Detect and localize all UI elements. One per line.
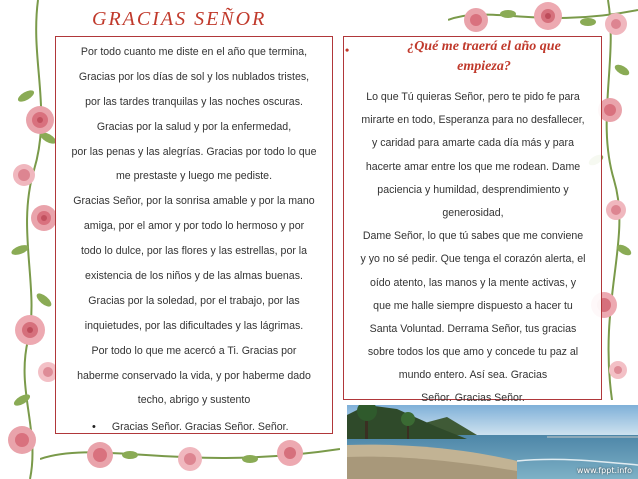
text-line: por las penas y las alegrías. Gracias por todo lo que	[71, 145, 317, 158]
text-line: mundo entero. Así sea. Gracias	[398, 369, 548, 382]
closing-text: Gracias Señor. Gracias Señor. Señor.	[111, 421, 289, 434]
heading-line: ¿Qué me traerá el año que	[407, 39, 561, 54]
text-line: Gracias por la salud y por la enfermedad,	[96, 120, 292, 133]
text-line: y caridad para amarte cada día más y para	[372, 137, 574, 150]
text-line: haberme conservado la vida, y por haberme dado	[77, 369, 311, 382]
right-prayer-text	[345, 86, 601, 411]
text-line: hacerte amar entre los que me rodean. Dame	[365, 160, 581, 173]
text-line: techo, abrigo y sustento	[137, 394, 251, 407]
text-line: Dame Señor, lo que tú sabes que me conviene	[362, 230, 584, 243]
heading-line: empieza?	[457, 59, 511, 74]
watermark-text: www.fppt.info	[576, 466, 632, 475]
rose-icon	[15, 315, 45, 345]
rose-icon	[31, 205, 57, 231]
bullet-icon: •	[345, 43, 350, 57]
text-line: que me halle siempre dispuesto a hacer tu	[373, 299, 573, 312]
text-line: paciencia y humildad, desprendimiento y	[377, 183, 569, 196]
rose-icon	[464, 8, 488, 32]
rose-icon	[609, 361, 627, 379]
text-line: existencia de los niños y de las almas buenas.	[85, 270, 303, 283]
text-line: sobre todos los que amo y concede tu paz al	[367, 346, 579, 359]
text-line: Por todo cuanto me diste en el año que termina,	[80, 46, 308, 58]
text-line: amiga, por el amor y por todo lo hermoso y por	[83, 220, 305, 233]
rose-icon	[8, 426, 36, 454]
rose-icon	[277, 440, 303, 466]
rose-icon	[26, 106, 54, 134]
text-line: Santa Voluntad. Derrama Señor, tus gracias	[369, 322, 577, 335]
text-line: Por todo lo que me acercó a Ti. Gracias por	[91, 344, 297, 357]
rose-icon	[606, 200, 626, 220]
text-line: Gracias Señor, por la sonrisa amable y por la mano	[73, 195, 315, 208]
rose-icon	[13, 164, 35, 186]
text-line: todo lo dulce, por las flores y las estrellas, por la	[80, 245, 308, 258]
text-line: generosidad,	[442, 206, 504, 219]
text-line: me prestaste y luego me pediste.	[115, 170, 273, 183]
page-title: GRACIAS SEÑOR	[92, 8, 267, 30]
rose-icon	[534, 2, 562, 30]
text-line: Gracias por la soledad, por el trabajo, por las	[88, 294, 300, 307]
bullet-icon: •	[92, 421, 96, 434]
left-prayer-text	[56, 40, 332, 439]
text-line: y yo no sé pedir. Que tenga el corazón alerta, el	[360, 253, 586, 266]
text-line: Gracias por los días de sol y los nublados tristes,	[78, 70, 310, 83]
text-line: Lo que Tú quieras Señor, pero te pido fe para	[366, 91, 580, 103]
text-line: por las tardes tranquilas y las noches oscuras.	[85, 95, 303, 108]
text-line: oído atento, las manos y la mente activas, y	[369, 276, 577, 289]
text-line: mirarte en todo, Esperanza para no desfallecer,	[361, 114, 585, 127]
text-line: inquietudes, por las dificultades y las lágrimas.	[84, 319, 304, 332]
beach-photo	[347, 405, 638, 479]
text-line: Señor. Gracias Señor.	[421, 392, 525, 405]
rose-icon	[87, 442, 113, 468]
rose-icon	[178, 447, 202, 471]
rose-icon	[605, 13, 627, 35]
closing-line	[56, 415, 332, 439]
